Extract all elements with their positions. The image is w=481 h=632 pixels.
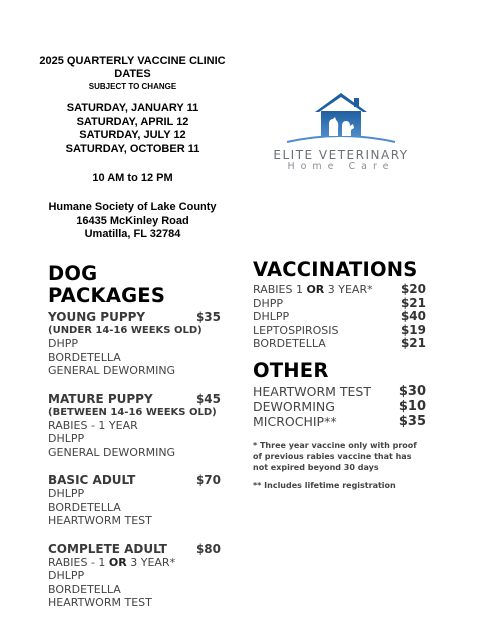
vaccination-label-text: RABIES 1 (253, 283, 307, 296)
vaccination-label: DHLPP (253, 310, 290, 323)
package-item: BORDETELLA (48, 350, 121, 364)
address-line: Umatilla, FL 32784 (84, 228, 181, 240)
package-price: $80 (195, 541, 221, 556)
package-item: DHLPP (48, 569, 85, 582)
package-header (48, 473, 221, 487)
vaccination-row (253, 310, 426, 324)
clinic-info (30, 55, 235, 242)
vaccination-price: $20 (400, 282, 426, 296)
package-price: $35 (195, 310, 221, 324)
package-mature-puppy (48, 392, 221, 460)
vaccination-price: $21 (400, 295, 426, 310)
vaccination-row (253, 324, 426, 338)
vaccination-label: LEPTOSPIROSIS (253, 323, 339, 337)
package-young-puppy (48, 310, 221, 378)
vaccination-label-text: 3 YEAR* (324, 283, 373, 296)
vaccination-row (253, 337, 426, 351)
clinic-hours: 10 AM to 12 PM (92, 172, 173, 184)
package-header (48, 310, 221, 324)
clinic-date: SATURDAY, APRIL 12 (76, 115, 189, 128)
dog-packages-section (48, 263, 221, 624)
other-heading: OTHER (253, 359, 329, 382)
package-basic-adult (48, 473, 221, 528)
vaccinations-section (253, 259, 426, 351)
other-price: $30 (398, 384, 426, 399)
package-name: BASIC ADULT (48, 473, 136, 487)
package-item: GENERAL DEWORMING (48, 364, 176, 377)
house-with-pets-icon (285, 90, 397, 146)
package-price: $45 (195, 391, 221, 406)
address-line: 16435 McKinley Road (76, 214, 189, 227)
vaccination-price: $40 (400, 309, 426, 323)
package-item: DHPP (48, 337, 79, 350)
package-item-text: RABIES - 1 (48, 555, 109, 569)
package-price: $70 (195, 473, 221, 487)
logo-brand-name: ELITE VETERINARY (273, 148, 409, 162)
package-header (48, 542, 221, 556)
other-label: HEARTWORM TEST (253, 384, 372, 399)
clinic-address (30, 201, 235, 242)
vaccinations-heading: VACCINATIONS (253, 258, 418, 281)
package-item: HEARTWORM TEST (48, 596, 152, 609)
package-item: BORDETELLA (48, 500, 121, 514)
package-name: COMPLETE ADULT (48, 541, 167, 556)
other-label: DEWORMING (253, 399, 335, 414)
flyer-title: 2025 QUARTERLY VACCINE CLINIC DATES (39, 55, 226, 80)
elite-veterinary-logo (262, 60, 420, 178)
vaccination-label (253, 283, 373, 297)
package-complete-adult (48, 542, 221, 610)
package-age-range: (BETWEEN 14-16 WEEKS OLD) (48, 406, 217, 418)
clinic-date: SATURDAY, JULY 12 (79, 129, 186, 141)
package-name: MATURE PUPPY (48, 391, 153, 406)
vaccination-label: DHPP (253, 296, 284, 310)
dog-packages-heading: DOG PACKAGES (48, 262, 166, 307)
package-item: DHLPP (48, 432, 85, 445)
package-age-range: (UNDER 14-16 WEEKS OLD) (48, 325, 202, 336)
package-item: RABIES - 1 YEAR (48, 418, 138, 432)
logo-tagline: Home Care (287, 161, 395, 172)
package-item: DHLPP (48, 487, 85, 500)
other-row (253, 399, 426, 414)
vaccination-row (253, 283, 426, 297)
clinic-date: SATURDAY, JANUARY 11 (66, 102, 199, 114)
clinic-date: SATURDAY, OCTOBER 11 (65, 142, 200, 155)
other-label: MICROCHIP** (253, 414, 337, 429)
other-price: $10 (398, 399, 426, 414)
other-price: $35 (398, 414, 426, 429)
package-header (48, 392, 221, 406)
vaccination-label: BORDETELLA (253, 337, 326, 350)
other-row (253, 384, 426, 399)
vaccination-label-or: OR (306, 283, 325, 296)
address-line: Humane Society of Lake County (48, 201, 217, 213)
other-services-section (253, 360, 426, 429)
vaccination-price: $19 (400, 322, 426, 337)
vaccination-price: $21 (400, 336, 426, 350)
package-item (48, 556, 221, 570)
flyer-subtitle: SUBJECT TO CHANGE (88, 82, 177, 91)
package-name: YOUNG PUPPY (48, 310, 146, 324)
package-item: HEARTWORM TEST (48, 514, 152, 527)
microchip-footnote: ** Includes lifetime registration (253, 481, 396, 490)
clinic-dates (30, 102, 235, 156)
package-item-or: OR (108, 555, 127, 569)
package-item-text: 3 YEAR* (126, 555, 176, 569)
rabies-footnote: * Three year vaccine only with proof of previous rabies vaccine that has not expired beyond 30 days (253, 441, 417, 472)
other-row (253, 414, 426, 429)
vaccination-row (253, 297, 426, 311)
package-item: GENERAL DEWORMING (48, 445, 176, 459)
package-item: BORDETELLA (48, 582, 121, 596)
